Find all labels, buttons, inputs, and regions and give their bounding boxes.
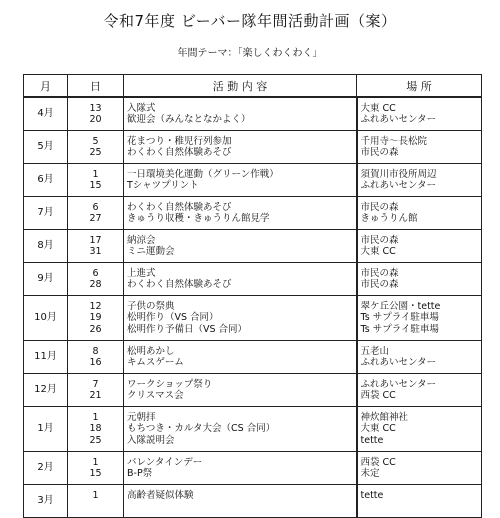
activity-text: 入隊式 — [127, 102, 156, 114]
day-value: 26 — [89, 323, 102, 335]
place-text — [361, 501, 482, 513]
table-row — [24, 230, 482, 263]
activity-text: ワークショップ祭り — [127, 378, 213, 390]
header-place: 場 所 — [357, 75, 482, 98]
place-cell — [357, 407, 482, 452]
place-text: ふれあいセンター — [360, 357, 437, 368]
day-value: 15 — [89, 468, 102, 479]
day-value: 21 — [89, 390, 102, 401]
table-row — [24, 374, 482, 407]
day-value: 28 — [89, 279, 102, 290]
activity-text: キムスゲーム — [127, 357, 184, 368]
activity-cell — [124, 296, 357, 341]
day-value: 18 — [89, 423, 102, 435]
day-value: 6 — [92, 201, 99, 213]
activity-text: 松明作り（VS 合同） — [127, 312, 219, 324]
place-text: 西袋 CC — [360, 456, 396, 468]
day-value: 1 — [92, 168, 99, 180]
activity-text: 元朝拝 — [127, 411, 156, 423]
table-row — [24, 97, 482, 131]
place-text: ふれあいセンター — [360, 180, 437, 191]
activity-text: 子供の祭典 — [127, 300, 175, 312]
activity-text: わくわく自然体験あそび — [127, 147, 232, 158]
activity-cell — [124, 485, 357, 518]
day-cell — [68, 263, 124, 296]
activity-text: 上進式 — [127, 267, 156, 279]
activity-text: わくわく自然体験あそび — [127, 201, 232, 213]
day-value: 19 — [89, 312, 102, 324]
place-text: 市民の森 — [360, 267, 399, 279]
table-row — [24, 485, 482, 518]
day-cell — [68, 131, 124, 164]
day-cell — [68, 230, 124, 263]
day-value: 6 — [92, 267, 99, 279]
day-value — [68, 501, 123, 513]
activity-text: 歓迎会（みんなとなかよく） — [127, 114, 251, 125]
place-text: 五老山 — [360, 345, 390, 357]
header-day: 日 — [68, 75, 124, 98]
month-cell: 3月 — [24, 485, 68, 518]
activity-text: 花まつり・稚児行列参加 — [127, 135, 232, 147]
place-cell — [357, 131, 482, 164]
day-cell — [68, 407, 124, 452]
activity-text: もちつき・カルタ大会（CS 合同） — [127, 423, 276, 435]
day-value: 17 — [89, 234, 102, 246]
activity-text: B-P祭 — [127, 468, 153, 479]
place-cell — [357, 341, 482, 374]
place-text: 翠ケ丘公園・tette — [360, 300, 441, 312]
day-value: 31 — [89, 246, 102, 257]
table-row — [24, 131, 482, 164]
place-text: 大東 CC — [360, 102, 396, 114]
table-row — [24, 452, 482, 485]
table-row — [24, 197, 482, 230]
place-text: 大東 CC — [360, 246, 396, 257]
day-value: 20 — [89, 114, 102, 125]
place-text: 未定 — [360, 468, 380, 479]
header-activity: 活 動 内 容 — [124, 75, 357, 98]
place-cell — [357, 230, 482, 263]
month-cell: 2月 — [24, 452, 68, 485]
day-value: 1 — [92, 456, 99, 468]
activity-text: バレンタインデー — [127, 456, 203, 468]
place-cell — [357, 197, 482, 230]
activity-cell — [124, 131, 357, 164]
month-cell: 10月 — [24, 296, 68, 341]
day-cell — [68, 374, 124, 407]
activity-text: 松明作り予備日（VS 合同） — [127, 323, 248, 335]
place-cell — [357, 296, 482, 341]
activity-text: きゅうり収穫・きゅうりん館見学 — [127, 213, 270, 224]
document-title: 令和7年度 ビーバー隊年間活動計画（案） — [103, 12, 397, 30]
day-value: 27 — [89, 213, 102, 224]
table-row — [24, 263, 482, 296]
activity-text: 納涼会 — [127, 234, 156, 246]
place-cell — [357, 452, 482, 485]
day-cell — [68, 452, 124, 485]
day-cell — [68, 197, 124, 230]
place-text: ふれあいセンター — [360, 378, 437, 390]
day-cell — [68, 341, 124, 374]
day-value: 16 — [89, 357, 102, 368]
schedule-body — [24, 97, 482, 518]
month-cell: 8月 — [24, 230, 68, 263]
activity-text: Tシャツプリント — [127, 180, 199, 191]
month-cell: 7月 — [24, 197, 68, 230]
place-text: 大東 CC — [360, 423, 396, 435]
activity-text: クリスマス会 — [127, 390, 184, 401]
day-cell — [68, 164, 124, 197]
month-cell: 4月 — [24, 97, 68, 131]
activity-cell — [124, 341, 357, 374]
place-text: 須賀川市役所周辺 — [360, 168, 437, 180]
place-text: 千用寺～長松院 — [360, 135, 428, 147]
place-text: 市民の森 — [360, 201, 399, 213]
activity-text: 入隊説明会 — [127, 434, 175, 446]
place-cell — [357, 97, 482, 131]
month-cell: 12月 — [24, 374, 68, 407]
annual-theme: 年間テーマ：「楽しくわくわく」 — [177, 48, 323, 59]
place-cell — [357, 164, 482, 197]
place-text: tette — [360, 489, 384, 501]
place-text: ふれあいセンター — [360, 114, 437, 125]
day-value: 1 — [92, 411, 99, 423]
activity-cell — [124, 164, 357, 197]
place-text: 市民の森 — [360, 147, 399, 158]
day-value: 8 — [92, 345, 99, 357]
place-cell — [357, 263, 482, 296]
header-month: 月 — [24, 75, 68, 98]
place-text: Ts サプライ駐車場 — [360, 323, 439, 335]
place-cell — [357, 374, 482, 407]
activity-cell — [124, 263, 357, 296]
activity-cell — [124, 452, 357, 485]
table-row — [24, 341, 482, 374]
day-cell — [68, 485, 124, 518]
day-value: 1 — [92, 489, 99, 501]
day-value: 7 — [92, 378, 99, 390]
activity-cell — [124, 407, 357, 452]
day-cell — [68, 97, 124, 131]
activity-cell — [124, 374, 357, 407]
month-cell: 11月 — [24, 341, 68, 374]
table-row — [24, 407, 482, 452]
day-value: 25 — [89, 147, 102, 158]
activity-cell — [124, 197, 357, 230]
place-text: きゅうりん館 — [360, 213, 418, 224]
place-text: 神炊館神社 — [360, 411, 409, 423]
activity-text: 高齢者疑似体験 — [127, 489, 194, 501]
activity-text: 一日環境美化運動（グリーン作戦） — [127, 168, 279, 180]
place-text: 市民の森 — [360, 234, 399, 246]
day-cell — [68, 296, 124, 341]
place-text: tette — [360, 434, 384, 446]
day-value: 25 — [89, 434, 102, 446]
table-row — [24, 296, 482, 341]
day-value: 13 — [89, 102, 102, 114]
activity-text: わくわく自然体験あそび — [127, 279, 232, 290]
activity-text: ミニ運動会 — [127, 246, 175, 257]
header-row — [24, 75, 482, 98]
month-cell: 5月 — [24, 131, 68, 164]
schedule-table — [23, 74, 482, 518]
place-text: 市民の森 — [360, 279, 399, 290]
place-text: 西袋 CC — [360, 390, 396, 401]
month-cell: 9月 — [24, 263, 68, 296]
day-value: 15 — [89, 180, 102, 191]
month-cell: 6月 — [24, 164, 68, 197]
day-value: 12 — [89, 300, 102, 312]
place-text: Ts サプライ駐車場 — [360, 312, 439, 324]
activity-text: 松明あかし — [127, 345, 175, 357]
day-value: 5 — [92, 135, 99, 147]
activity-text — [127, 501, 356, 513]
activity-cell — [124, 230, 357, 263]
table-row — [24, 164, 482, 197]
month-cell: 1月 — [24, 407, 68, 452]
place-cell — [357, 485, 482, 518]
activity-cell — [124, 97, 357, 131]
